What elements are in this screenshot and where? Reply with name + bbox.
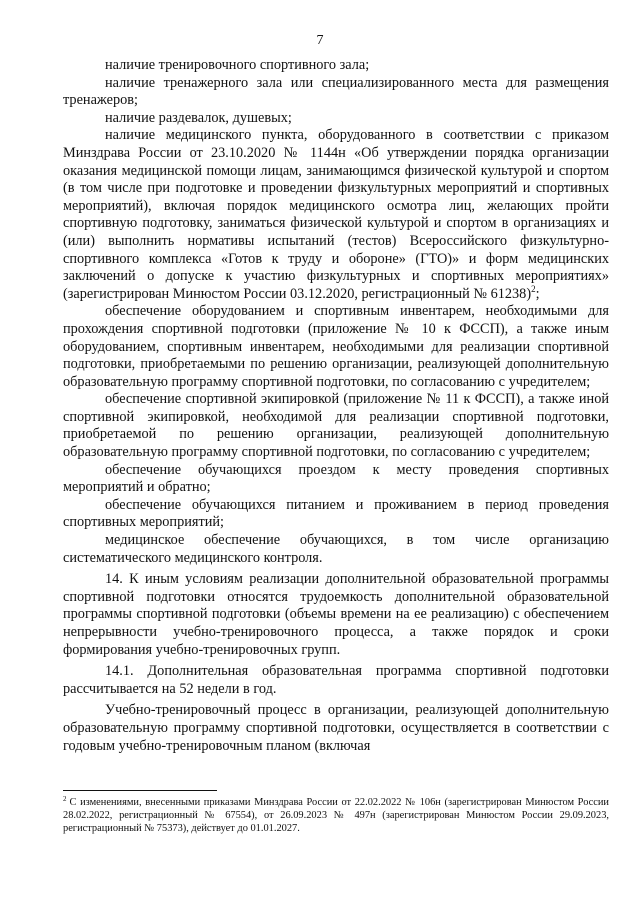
paragraph: медицинское обеспечение обучающихся, в том числе организацию систематического медицинского контроля.: [63, 532, 609, 566]
paragraph: обеспечение оборудованием и спортивным инвентарем, необходимыми для прохождения спортивной подготовки (приложение № 10 к ФССП), а также иным оборудованием, спортивным инвентарем, необходимыми для реализации спортивной подготовки, приобретаемыми по решению организации, реализующей дополнительную образовательную программу спортивной подготовки, по согласованию с учредителем;: [63, 303, 609, 390]
page-number: 7: [316, 33, 324, 48]
paragraph: 14.1. Дополнительная образовательная программа спортивной подготовки рассчитывается на 52 недели в год.: [63, 663, 609, 697]
body-text: [63, 57, 609, 755]
paragraph: обеспечение обучающихся питанием и проживанием в период проведения спортивных мероприятий;: [63, 496, 609, 531]
footnote: [63, 796, 609, 835]
paragraph: обеспечение спортивной экипировкой (приложение № 11 к ФССП), а также иной спортивной экипировкой, необходимой для реализации спортивной подготовки, приобретаемой по решению организации, реализующей дополнительную образовательную программу спортивной подготовки, по согласованию с учредителем;: [63, 391, 609, 461]
footnote-divider: [63, 790, 217, 791]
paragraph: 14. К иным условиям реализации дополнительной образовательной программы спортивной подготовки относятся трудоемкость дополнительной образовательной программы спортивной подготовки (объемы времени на ее реализацию) с обеспечением непрерывности учебно-тренировочного процесса, а также порядок и сроки формирования учебно-тренировочных групп.: [63, 571, 609, 658]
paragraph: наличие тренажерного зала или специализированного места для размещения тренажеров;: [63, 74, 609, 109]
paragraph-with-footnote: [63, 127, 609, 303]
paragraph-text: наличие медицинского пункта, оборудованного в соответствии с приказом Минздрава России от 23.10.2020 № 1144н «Об утверждении порядка организации оказания медицинской помощи лицам, занимающимся физической культурой и спортом (в том числе при подготовке и проведении физкультурных мероприятий и спортивных мероприятий), включая порядок медицинского осмотра лиц, желающих пройти спортивную подготовку, заниматься физической культурой и спортом в организациях и (или) выполнить нормативы испытаний (тестов) Всероссийского физкультурно-спортивного комплекса «Готов к труду и обороне» (ГТО)» и форм медицинских заключений о допуске к участию физкультурных и спортивных мероприятиях» (зарегистрирован Минюстом России 03.12.2020, регистрационный № 61238): [63, 127, 609, 302]
paragraph-suffix: ;: [535, 285, 540, 302]
footnote-text: С изменениями, внесенными приказами Минздрава России от 22.02.2022 № 106н (зарегистрирован Минюстом России 28.02.2022, регистрационный № 67554), от 26.09.2023 № 497н (зарегистрирован Минюстом России 29.09.2023, регистрационный № 75373), действует до 01.01.2027.: [63, 797, 609, 834]
paragraph: Учебно-тренировочный процесс в организации, реализующей дополнительную образовательную программу спортивной подготовки, осуществляется в соответствии с годовым учебно-тренировочным планом (включая: [63, 702, 609, 754]
paragraph: наличие тренировочного спортивного зала;: [105, 57, 370, 73]
paragraph: обеспечение обучающихся проездом к месту проведения спортивных мероприятий и обратно;: [63, 461, 609, 496]
paragraph: наличие раздевалок, душевых;: [105, 109, 292, 126]
footnote-mark: 2: [63, 794, 67, 803]
footnote-reference: 2: [531, 283, 536, 294]
